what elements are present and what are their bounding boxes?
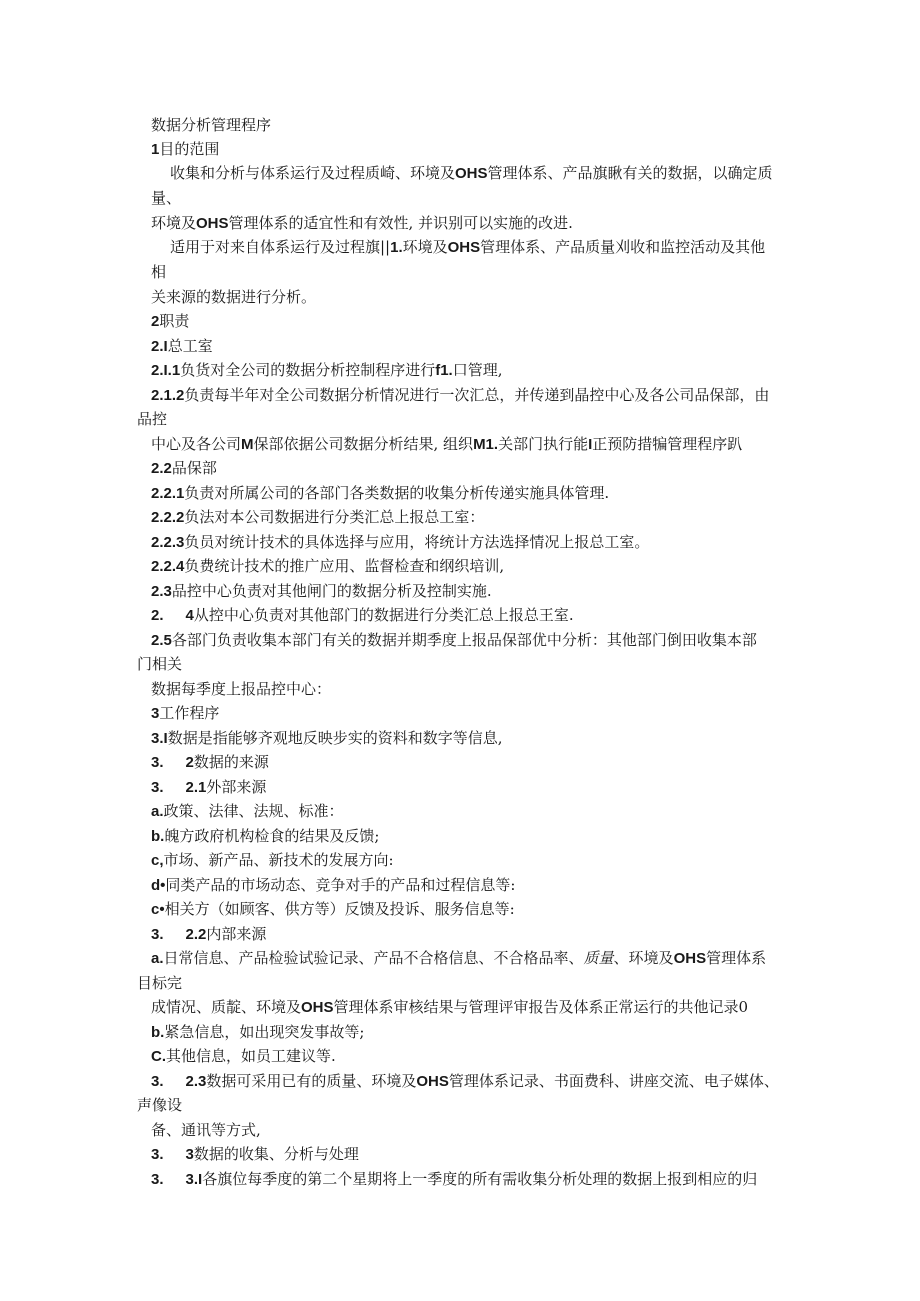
list-item: 2.2.1负责对所属公司的各部门各类数据的收集分析传递实施具体管理. — [151, 484, 610, 502]
section-heading: 2职责 — [151, 312, 190, 330]
paragraph-line: 数据每季度上报品控中心： — [151, 680, 332, 698]
subsection-heading: 3. 2.2内部来源 — [151, 925, 267, 943]
list-item: 2.2.4负费统计技术的推广应用、监督检查和纲织培训, — [151, 557, 505, 575]
list-item: 2.5各部门负责收集本部门有关的数据并期季度上报品保部优中分析：其他部门倒田收集本部 — [151, 631, 757, 649]
list-item: 2.2.2负法对本公司数据进行分类汇总上报总工室： — [151, 508, 485, 526]
paragraph-line: 目标完 — [137, 974, 183, 992]
list-item: 3.I数据是指能够齐观地反映步实的资料和数字等信息, — [151, 729, 503, 747]
list-item: 2. 4从控中心负责对其他部门的数据进行分类汇总上报总王室. — [151, 606, 574, 624]
subsection-heading: 2.2品保部 — [151, 459, 217, 477]
subsection-heading: 2.I总工室 — [151, 337, 213, 355]
subsection-heading: 3. 2.1外部来源 — [151, 778, 267, 796]
paragraph-line: 品控 — [137, 410, 168, 428]
list-item: 3. 3.I各旗位每季度的第二个星期将上一季度的所有需收集分析处理的数据上报到相应的归 — [151, 1170, 758, 1188]
list-item: d•同类产品的市场动态、竞争对手的产品和过程信息等: — [151, 876, 516, 894]
paragraph-line: 中心及各公司M保部依据公司数据分析结果, 组织M1.关部门执行能I正预防措犏管理程序趴 — [151, 435, 743, 453]
list-item: C.其他信息，如员工建议等. — [151, 1047, 336, 1065]
paragraph-line: 收集和分析与体系运行及过程质崎、环境及OHS管理体系、产品旗瞅有关的数据，以确定质 — [170, 164, 773, 182]
list-item: c,市场、新产品、新技术的发展方向: — [151, 851, 394, 869]
paragraph-line: 量、 — [151, 189, 182, 207]
document-title: 数据分析管理程序 — [151, 116, 272, 134]
list-item: c•相关方（如顾客、供方等）反馈及投诉、服务信息等: — [151, 900, 515, 918]
paragraph-line: 门相关 — [137, 655, 183, 673]
section-heading: 3工作程序 — [151, 704, 220, 722]
list-item: a.政策、法律、法规、标准： — [151, 802, 344, 820]
list-item: a.日常信息、产品检验试验记录、产品不合格信息、不合格品率、质量、环境及OHS管理体系 — [151, 949, 767, 967]
list-item: 2.3品控中心负责对其他闸门的数据分析及控制实施. — [151, 582, 492, 600]
list-item: b.紧急信息，如出现突发事故等; — [151, 1023, 365, 1041]
paragraph-line: 备、通讯等方式, — [151, 1121, 261, 1139]
subsection-heading: 3. 3数据的收集、分析与处理 — [151, 1145, 359, 1163]
paragraph-line: 适用于对来自体系运行及过程旗||1.环境及OHS管理体系、产品质量刈收和监控活动及其他 — [170, 238, 766, 256]
paragraph-line: 相 — [151, 263, 167, 281]
list-item: 2.I.1负货对全公司的数据分析控制程序进行f1.口管理, — [151, 361, 503, 379]
paragraph-line: 成情况、质靛、环境及OHS管理体系审核结果与管理评审报告及体系正常运行的共他记录0 — [151, 998, 749, 1016]
list-item: 2.2.3负员对统计技术的具体选择与应用，将统计方法选择情况上报总工室。 — [151, 533, 650, 551]
paragraph-line: 关来源的数据进行分析。 — [151, 288, 317, 306]
subsection-heading: 3. 2数据的来源 — [151, 753, 269, 771]
section-heading: 1目的范围 — [151, 140, 220, 158]
list-item: 2.1.2负责每半年对全公司数据分析情况进行一次汇总，并传递到晶控中心及各公司品保部，由 — [151, 386, 770, 404]
paragraph-line: 环境及OHS管理体系的适宜性和有效性, 并识别可以实施的改进. — [151, 214, 573, 232]
list-item: b.魄方政府机构检食的结果及反馈; — [151, 827, 380, 845]
paragraph-line: 声像设 — [137, 1096, 183, 1114]
list-item: 3. 2.3数据可采用已有的质量、环境及OHS管理体系记录、书面费科、讲座交流、电子媒体、 — [151, 1072, 779, 1090]
